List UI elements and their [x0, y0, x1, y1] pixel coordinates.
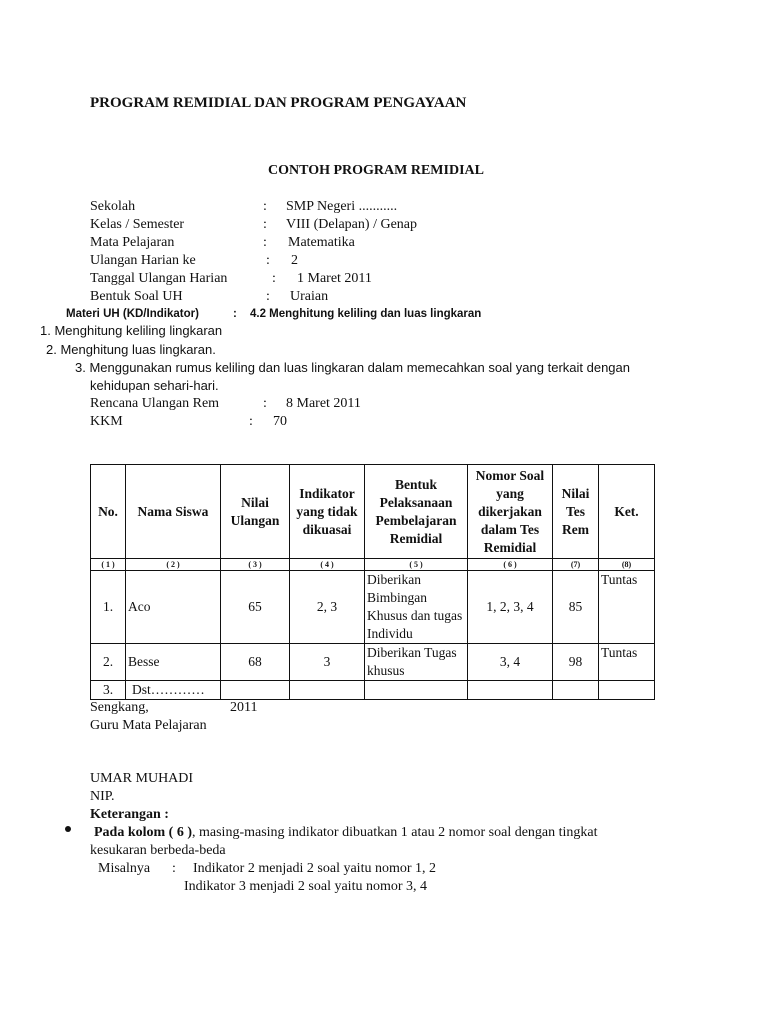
cell-ket: Tuntas: [599, 644, 655, 681]
cell-bentuk: Diberikan Tugas khusus: [365, 644, 468, 681]
cell-nama: Besse: [126, 644, 221, 681]
cell-no: 3.: [91, 681, 126, 700]
remedial-table: [90, 464, 655, 700]
cell-nilai: 68: [221, 644, 290, 681]
column-number: (7): [553, 559, 599, 571]
cell-indikator: 3: [290, 644, 365, 681]
header-nama-siswa: Nama Siswa: [126, 465, 221, 559]
kkm-colon: :: [249, 414, 253, 429]
column-number: ( 4 ): [290, 559, 365, 571]
rencana-colon: :: [263, 396, 267, 411]
table-row: [91, 644, 655, 681]
cell-ket: [599, 681, 655, 700]
indicator-item-continued: kehidupan sehari-hari.: [90, 378, 219, 393]
signature-name: UMAR MUHADI: [90, 771, 194, 786]
notes-bullet-continued: kesukaran berbeda-beda: [90, 843, 226, 858]
sekolah-colon: :: [263, 199, 267, 214]
sekolah-value: SMP Negeri ...........: [286, 199, 398, 214]
indicator-item: 1. Menghitung keliling lingkaran: [40, 323, 223, 338]
table-header-row: [91, 465, 655, 559]
header-indikator: [290, 465, 365, 559]
header-no: No.: [91, 465, 126, 559]
cell-indikator: 2, 3: [290, 571, 365, 644]
ulangan-colon: :: [266, 253, 270, 268]
mapel-label: Mata Pelajaran: [90, 235, 175, 250]
kelas-value: VIII (Delapan) / Genap: [286, 217, 417, 232]
header-line: Nomor Soal: [475, 467, 545, 483]
kkm-label: KKM: [90, 414, 123, 429]
column-number: ( 1 ): [91, 559, 126, 571]
cell-nomor-soal: 3, 4: [468, 644, 553, 681]
kelas-colon: :: [263, 217, 267, 232]
cell-nilai: [221, 681, 290, 700]
table-row: [91, 571, 655, 644]
header-line: Rem: [562, 521, 589, 537]
cell-nomor-soal: [468, 681, 553, 700]
notes-title: Keterangan :: [90, 807, 169, 822]
example-line: Indikator 3 menjadi 2 soal yaitu nomor 3, 4: [184, 879, 428, 894]
header-line: Pelaksanaan: [379, 494, 453, 510]
rencana-value: 8 Maret 2011: [286, 396, 361, 411]
notes-bullet-text: , masing-masing indikator dibuatkan 1 atau 2 nomor soal dengan tingkat: [192, 825, 598, 840]
header-line: yang: [496, 485, 524, 501]
column-number: ( 3 ): [221, 559, 290, 571]
bullet-icon: [65, 826, 71, 832]
column-number: ( 2 ): [126, 559, 221, 571]
header-line: Tes: [565, 503, 585, 519]
cell-nomor-soal: 1, 2, 3, 4: [468, 571, 553, 644]
signature-role: Guru Mata Pelajaran: [90, 718, 207, 733]
cell-nama: Dst…………: [126, 681, 221, 700]
bentuk-colon: :: [266, 289, 270, 304]
header-line: Remidial: [483, 539, 537, 555]
header-line: dalam Tes: [480, 521, 540, 537]
header-line: Indikator: [299, 485, 355, 501]
cell-ket: Tuntas: [599, 571, 655, 644]
indicator-item: 2. Menghitung luas lingkaran.: [46, 342, 216, 357]
cell-nilai-tes: 98: [553, 644, 599, 681]
signature-nip: NIP.: [90, 789, 115, 804]
bentuk-value: Uraian: [290, 289, 329, 304]
bentuk-label: Bentuk Soal UH: [90, 289, 183, 304]
signature-place: Sengkang,: [90, 700, 149, 715]
sub-title: CONTOH PROGRAM REMIDIAL: [268, 163, 484, 178]
header-bentuk-pelaksanaan: [365, 465, 468, 559]
header-line: Pembelajaran: [375, 512, 457, 528]
cell-no: 1.: [91, 571, 126, 644]
cell-nilai-tes: [553, 681, 599, 700]
ulangan-label: Ulangan Harian ke: [90, 253, 196, 268]
header-line: Nilai: [241, 494, 269, 510]
materi-label: Materi UH (KD/Indikator): [66, 308, 199, 320]
cell-nilai-tes: 85: [553, 571, 599, 644]
tanggal-label: Tanggal Ulangan Harian: [90, 271, 228, 286]
materi-value: 4.2 Menghitung keliling dan luas lingkaran: [250, 308, 482, 320]
cell-no: 2.: [91, 644, 126, 681]
header-line: dikuasai: [302, 521, 352, 537]
cell-bentuk: Diberikan Bimbingan Khusus dan tugas Individu: [365, 571, 468, 644]
kkm-value: 70: [273, 414, 287, 429]
kelas-label: Kelas / Semester: [90, 217, 185, 232]
tanggal-value: 1 Maret 2011: [297, 271, 372, 286]
signature-year: 2011: [230, 700, 258, 715]
notes-bullet-line: [94, 824, 598, 842]
cell-nilai: 65: [221, 571, 290, 644]
header-line: yang tidak: [296, 503, 358, 519]
header-nilai-ulangan: [221, 465, 290, 559]
column-number: ( 6 ): [468, 559, 553, 571]
tanggal-colon: :: [272, 271, 276, 286]
example-line: Indikator 2 menjadi 2 soal yaitu nomor 1, 2: [193, 861, 437, 876]
table-row: [91, 681, 655, 700]
header-line: Nilai: [561, 485, 590, 501]
example-colon: :: [172, 861, 176, 876]
ulangan-value: 2: [291, 253, 298, 268]
mapel-colon: :: [263, 235, 267, 250]
header-line: Ulangan: [230, 512, 280, 528]
mapel-value: Matematika: [288, 235, 355, 250]
header-nomor-soal: [468, 465, 553, 559]
header-nilai-tes: [553, 465, 599, 559]
header-ket: Ket.: [599, 465, 655, 559]
column-number: ( 5 ): [365, 559, 468, 571]
header-line: dikerjakan: [478, 503, 542, 519]
main-title: PROGRAM REMIDIAL DAN PROGRAM PENGAYAAN: [90, 95, 467, 111]
header-line: Bentuk: [394, 476, 438, 492]
cell-bentuk: [365, 681, 468, 700]
header-line: Remidial: [389, 530, 443, 546]
example-label: Misalnya: [98, 861, 151, 876]
indicator-item: 3. Menggunakan rumus keliling dan luas lingkaran dalam memecahkan soal yang terkait dengan: [75, 360, 631, 375]
cell-indikator: [290, 681, 365, 700]
sekolah-label: Sekolah: [90, 199, 136, 214]
column-number-row: [91, 559, 655, 571]
column-number: (8): [599, 559, 655, 571]
rencana-label: Rencana Ulangan Rem: [90, 396, 220, 411]
cell-nama: Aco: [126, 571, 221, 644]
notes-bullet-bold: Pada kolom ( 6 ): [94, 825, 192, 840]
materi-colon: :: [233, 308, 237, 320]
